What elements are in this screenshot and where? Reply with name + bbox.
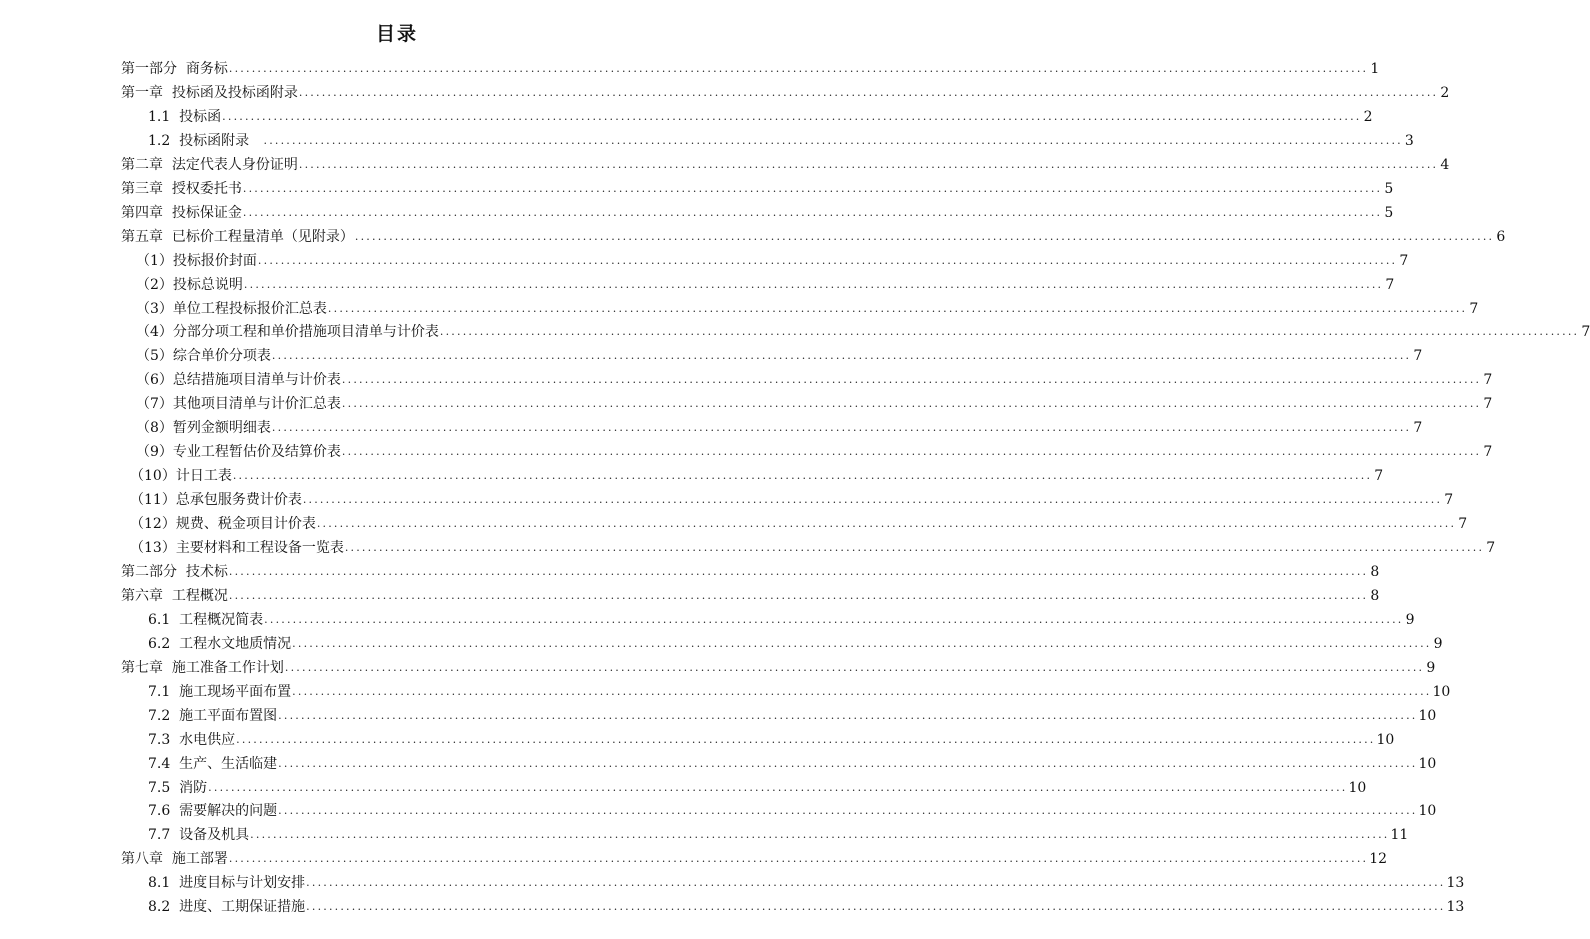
toc-leader-dots: ........................................................................................................................................................................................................ [271,421,1412,435]
toc-entry-page-number: 6 [1496,228,1506,245]
toc-leader-dots: ........................................................................................................................................................................................................ [228,564,1369,578]
toc-entry[interactable] [121,843,1388,868]
toc-entry[interactable] [121,580,1380,604]
toc-entry-page-number: 10 [1418,755,1437,772]
toc-entry-page-number: 7 [1469,300,1479,317]
toc-entry-title: 第一部分 商务标 [121,61,228,77]
toc-leader-dots: ........................................................................................................................................................................................................ [263,133,1403,147]
toc-entry-page-number: 5 [1384,204,1394,221]
toc-leader-dots: ........................................................................................................................................................................................................ [278,708,1418,722]
toc-entry[interactable] [148,604,1415,628]
toc-entry-title: （11）总承包服务费计价表 [130,492,302,509]
toc-entry-title: 第一章 投标函及投标函附录 [121,84,298,101]
toc-entry-title: 1.2 投标函附录 [148,132,263,149]
toc-entry-page-number: 2 [1363,108,1373,125]
toc-leader-dots: ........................................................................................................................................................................................................ [278,756,1418,770]
toc-leader-dots: ........................................................................................................................................................................................................ [306,900,1446,914]
toc-entry[interactable] [148,724,1395,748]
toc-leader-dots: ........................................................................................................................................................................................................ [298,157,1439,171]
toc-entry-title: （7）其他项目清单与计价汇总表 [136,396,341,413]
toc-entry-page-number: 9 [1405,611,1415,628]
toc-leader-dots: ........................................................................................................................................................................................................ [250,828,1390,842]
toc-entry-page-number: 9 [1426,659,1436,676]
toc-entry[interactable] [148,795,1437,820]
toc-entry-page-number: 10 [1418,707,1437,724]
toc-leader-dots: ........................................................................................................................................................................................................ [228,62,1369,75]
toc-leader-dots: ........................................................................................................................................................................................................ [278,804,1418,818]
toc-entry-title: 第二部分 技术标 [121,563,228,580]
toc-entry-page-number: 7 [1399,252,1409,269]
toc-entry-title: （1）投标报价封面 [136,252,257,269]
toc-leader-dots: ........................................................................................................................................................................................................ [341,373,1482,387]
toc-entry-page-number: 8 [1370,563,1380,580]
toc-leader-dots: ........................................................................................................................................................................................................ [327,301,1468,315]
toc-entry-page-number: 10 [1432,683,1451,700]
toc-entry-title: 1.1 投标函 [148,108,222,125]
toc-leader-dots: ........................................................................................................................................................................................................ [316,517,1457,531]
toc-leader-dots: ........................................................................................................................................................................................................ [232,469,1373,483]
toc-entry-title: 7.3 水电供应 [148,731,236,748]
toc-entry[interactable] [136,412,1423,437]
toc-leader-dots: ........................................................................................................................................................................................................ [271,349,1412,363]
toc-entry-title: 第六章 工程概况 [121,587,228,604]
toc-leader-dots: ........................................................................................................................................................................................................ [344,541,1485,554]
toc-entry-title: （10）计日工表 [130,468,232,485]
toc-entry[interactable] [148,891,1465,916]
toc-entry[interactable] [136,245,1409,269]
toc-leader-dots: ........................................................................................................................................................................................................ [292,684,1432,698]
toc-entry-title: 第七章 施工准备工作计划 [121,659,284,676]
toc-entry[interactable] [136,436,1493,461]
toc-entry-title: （5）综合单价分项表 [136,348,271,365]
toc-leader-dots: ........................................................................................................................................................................................................ [439,325,1580,339]
toc-entry-title: （6）总结措施项目清单与计价表 [136,372,341,389]
toc-entry[interactable] [136,340,1423,365]
toc-entry[interactable] [121,53,1380,77]
toc-entry-page-number: 7 [1483,444,1493,461]
toc-entry[interactable] [130,508,1468,533]
toc-entry-page-number: 7 [1581,324,1590,341]
toc-entry-title: （3）单位工程投标报价汇总表 [136,300,327,317]
toc-entry-page-number: 13 [1446,875,1465,892]
toc-entry-title: （9）专业工程暂估价及结算价表 [136,444,341,461]
toc-entry-title: 7.2 施工平面布置图 [148,707,278,724]
toc-entry-page-number: 10 [1376,731,1395,748]
toc-entry-page-number: 7 [1413,420,1423,437]
toc-entry[interactable] [130,484,1454,509]
toc-entry-title: 第二章 法定代表人身份证明 [121,156,298,173]
toc-entry-page-number: 3 [1404,132,1414,149]
toc-entry-title: 8.2 进度、工期保证措施 [148,899,306,916]
toc-entry[interactable] [121,221,1506,245]
toc-entry-page-number: 8 [1370,587,1380,604]
toc-entry-title: 7.1 施工现场平面布置 [148,683,292,700]
toc-entry[interactable] [136,388,1493,413]
toc-leader-dots: ........................................................................................................................................................................................................ [236,732,1376,746]
toc-entry-title: （4）分部分项工程和单价措施项目清单与计价表 [136,324,439,341]
toc-entry-title: 第五章 已标价工程量清单（见附录） [121,228,354,245]
toc-entry[interactable] [121,197,1394,221]
toc-leader-dots: ........................................................................................................................................................................................................ [242,205,1383,219]
toc-leader-dots: ........................................................................................................................................................................................................ [292,636,1432,650]
toc-leader-dots: ........................................................................................................................................................................................................ [341,445,1482,459]
toc-leader-dots: ........................................................................................................................................................................................................ [243,277,1384,291]
toc-entry-page-number: 12 [1369,851,1388,868]
toc-entry[interactable] [130,532,1496,556]
toc-entry-page-number: 10 [1348,779,1367,796]
toc-entry-title: 7.6 需要解决的问题 [148,803,278,820]
toc-leader-dots: ........................................................................................................................................................................................................ [341,397,1482,411]
toc-entry-title: （2）投标总说明 [136,276,243,293]
toc-entry-page-number: 13 [1446,899,1465,916]
toc-entry-title: 第八章 施工部署 [121,851,228,868]
toc-entry-title: 7.7 设备及机具 [148,827,250,844]
toc-entry-page-number: 5 [1384,180,1394,197]
toc-entry-title: 第四章 投标保证金 [121,204,242,221]
toc-entry-page-number: 10 [1418,803,1437,820]
toc-entry-title: 第三章 授权委托书 [121,180,242,197]
toc-entry[interactable] [121,556,1380,580]
toc-leader-dots: ........................................................................................................................................................................................................ [257,253,1398,267]
toc-entry[interactable] [130,460,1384,485]
toc-entry[interactable] [148,101,1373,125]
toc-leader-dots: ........................................................................................................................................................................................................ [242,181,1383,195]
toc-entry-title: 6.2 工程水文地质情况 [148,635,292,652]
toc-leader-dots: ........................................................................................................................................................................................................ [228,852,1369,866]
page-title: 目录 [375,23,418,45]
toc-entry-title: （8）暂列金额明细表 [136,420,271,437]
toc-entry-title: （13）主要材料和工程设备一览表 [130,540,344,556]
toc-entry[interactable] [136,316,1590,341]
toc-entry-page-number: 7 [1385,276,1395,293]
toc-entry[interactable] [136,293,1479,317]
toc-entry[interactable] [121,173,1394,197]
toc-leader-dots: ........................................................................................................................................................................................................ [298,85,1439,99]
toc-leader-dots: ........................................................................................................................................................................................................ [306,876,1446,890]
toc-entry-page-number: 7 [1374,468,1384,485]
toc-entry[interactable] [148,700,1437,724]
toc-leader-dots: ........................................................................................................................................................................................................ [354,229,1495,243]
toc-leader-dots: ........................................................................................................................................................................................................ [302,493,1443,507]
toc-entry[interactable] [148,819,1409,844]
toc-entry[interactable] [121,77,1450,101]
toc-leader-dots: ........................................................................................................................................................................................................ [264,612,1404,626]
toc-entry[interactable] [136,269,1395,293]
toc-entry[interactable] [148,772,1367,796]
toc-entry[interactable] [136,364,1493,389]
toc-entry[interactable] [148,676,1451,700]
toc-entry-page-number: 4 [1440,156,1450,173]
toc-entry[interactable] [148,748,1437,772]
toc-leader-dots: ........................................................................................................................................................................................................ [228,588,1369,602]
toc-entry-page-number: 2 [1440,84,1450,101]
toc-entry-page-number: 7 [1483,396,1493,413]
toc-entry[interactable] [148,867,1465,892]
toc-entry-page-number: 7 [1486,540,1496,556]
toc-entry[interactable] [121,149,1450,173]
toc-entry-page-number: 1 [1370,61,1380,77]
toc-entry-page-number: 11 [1390,827,1409,844]
toc-entry-page-number: 7 [1458,516,1468,533]
toc-entry[interactable] [148,125,1414,149]
toc-leader-dots: ........................................................................................................................................................................................................ [208,780,1348,794]
toc-entry[interactable] [121,652,1436,676]
toc-entry-title: 7.4 生产、生活临建 [148,755,278,772]
toc-entry-title: 8.1 进度目标与计划安排 [148,875,306,892]
toc-entry-title: 6.1 工程概况简表 [148,611,264,628]
toc-entry-page-number: 7 [1483,372,1493,389]
toc-entry-page-number: 7 [1413,348,1423,365]
toc-leader-dots: ........................................................................................................................................................................................................ [284,660,1425,674]
toc-entry-title: 7.5 消防 [148,779,208,796]
toc-leader-dots: ........................................................................................................................................................................................................ [222,109,1362,123]
toc-entry-page-number: 9 [1433,635,1443,652]
toc-entry-title: （12）规费、税金项目计价表 [130,516,316,533]
toc-entry[interactable] [148,628,1443,652]
toc-entry-page-number: 7 [1444,492,1454,509]
